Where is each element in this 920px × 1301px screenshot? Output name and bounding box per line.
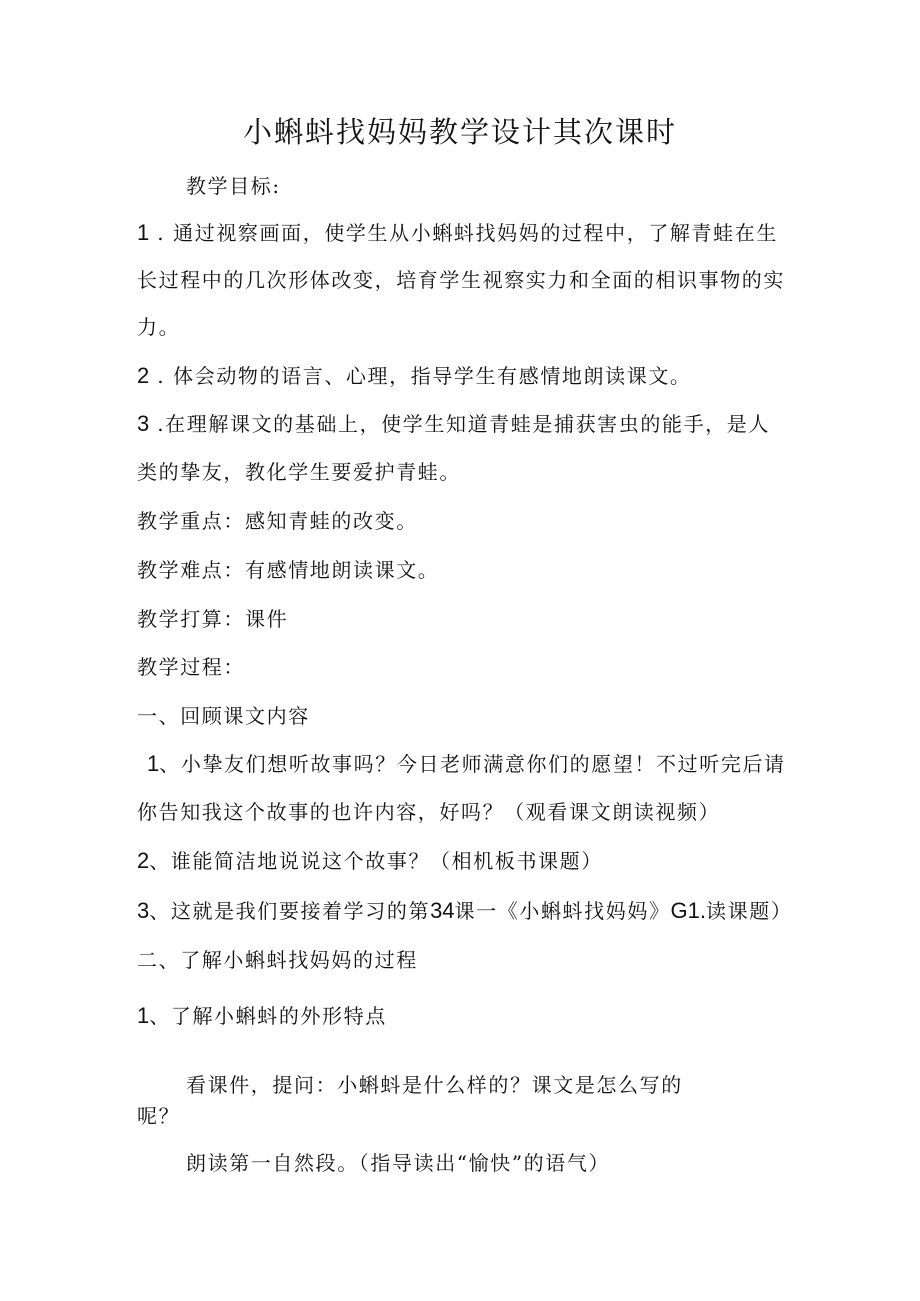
document-title: 小蝌蚪找妈妈教学设计其次课时 (242, 115, 677, 149)
objective-1-number: 1 (137, 220, 150, 245)
section-1-item-2-line-1 (137, 847, 797, 875)
section-1-item-1-number: 1 (147, 751, 160, 776)
process-heading: 教学过程： (137, 655, 245, 679)
section-1-item-3-code: G1. (670, 898, 707, 923)
section-1-item-3-line-1 (137, 897, 797, 925)
objective-2-line-1 (137, 362, 797, 390)
objectives-heading: 教学目标: (186, 174, 281, 198)
section-2-item-1-number: 1 (137, 1003, 150, 1028)
section-2-item-1-line-1 (137, 1002, 797, 1030)
section-2-para-2: 朗读第一自然段。（指导读出“愉快”的语气） (186, 1151, 611, 1175)
objective-3-line-1 (137, 410, 797, 438)
difficulty: 教学难点：有感情地朗读课文。 (137, 558, 440, 582)
section-1-item-3-text-c: 读课题） (706, 899, 793, 923)
section-1-item-1-line-1 (147, 750, 807, 778)
objective-3-number: 3 (137, 411, 150, 436)
objective-1-line-3: 力。 (137, 315, 181, 339)
section-1-item-1-text-1: 、小挚友们想听故事吗？今日老师满意你们的愿望！不过听完后请 (159, 752, 786, 776)
section-1-item-3-text-a: 、这就是我们要接着学习的第 (149, 899, 431, 923)
objective-2-text-1: . 体会动物的语言、心理，指导学生有感情地朗读课文。 (149, 364, 692, 388)
objective-1-text-1: . 通过视察画面，使学生从小蝌蚪找妈妈的过程中，了解青蛙在生 (149, 221, 778, 245)
section-2-para-1-line-2: 呢？ (137, 1104, 181, 1128)
objective-2-number: 2 (137, 363, 150, 388)
section-1-item-2-text-1: 、谁能简洁地说说这个故事？（相机板书课题） (149, 849, 603, 873)
preparation: 教学打算：课件 (137, 607, 289, 631)
objective-1-line-2: 长过程中的几次形体改变，培育学生视察实力和全面的相识事物的实 (137, 268, 785, 292)
section-2-heading: 二、了解小蝌蚪找妈妈的过程 (137, 948, 418, 972)
section-1-item-1-line-2: 你告知我这个故事的也许内容，好吗？（观看课文朗读视频） (137, 800, 721, 824)
section-1-item-2-number: 2 (137, 848, 150, 873)
objective-3-text-1: .在理解课文的基础上，使学生知道青蛙是捕获害虫的能手，是人 (149, 412, 770, 436)
section-2-para-1-line-1: 看课件，提问：小蝌蚪是什么样的？课文是怎么写的 (186, 1073, 683, 1097)
section-1-heading: 一、回顾课文内容 (137, 704, 310, 728)
key-point: 教学重点：感知青蛙的改变。 (137, 509, 418, 533)
section-2-item-1-text-1: 、了解小蝌蚪的外形特点 (149, 1004, 387, 1028)
section-1-item-3-lesson-number: 34 (430, 898, 455, 923)
objective-3-line-2: 类的挚友，教化学生要爱护青蛙。 (137, 460, 461, 484)
section-1-item-3-text-b: 课一《小蝌蚪找妈妈》 (454, 899, 671, 923)
objective-1-line-1 (137, 219, 797, 247)
section-1-item-3-number: 3 (137, 898, 150, 923)
